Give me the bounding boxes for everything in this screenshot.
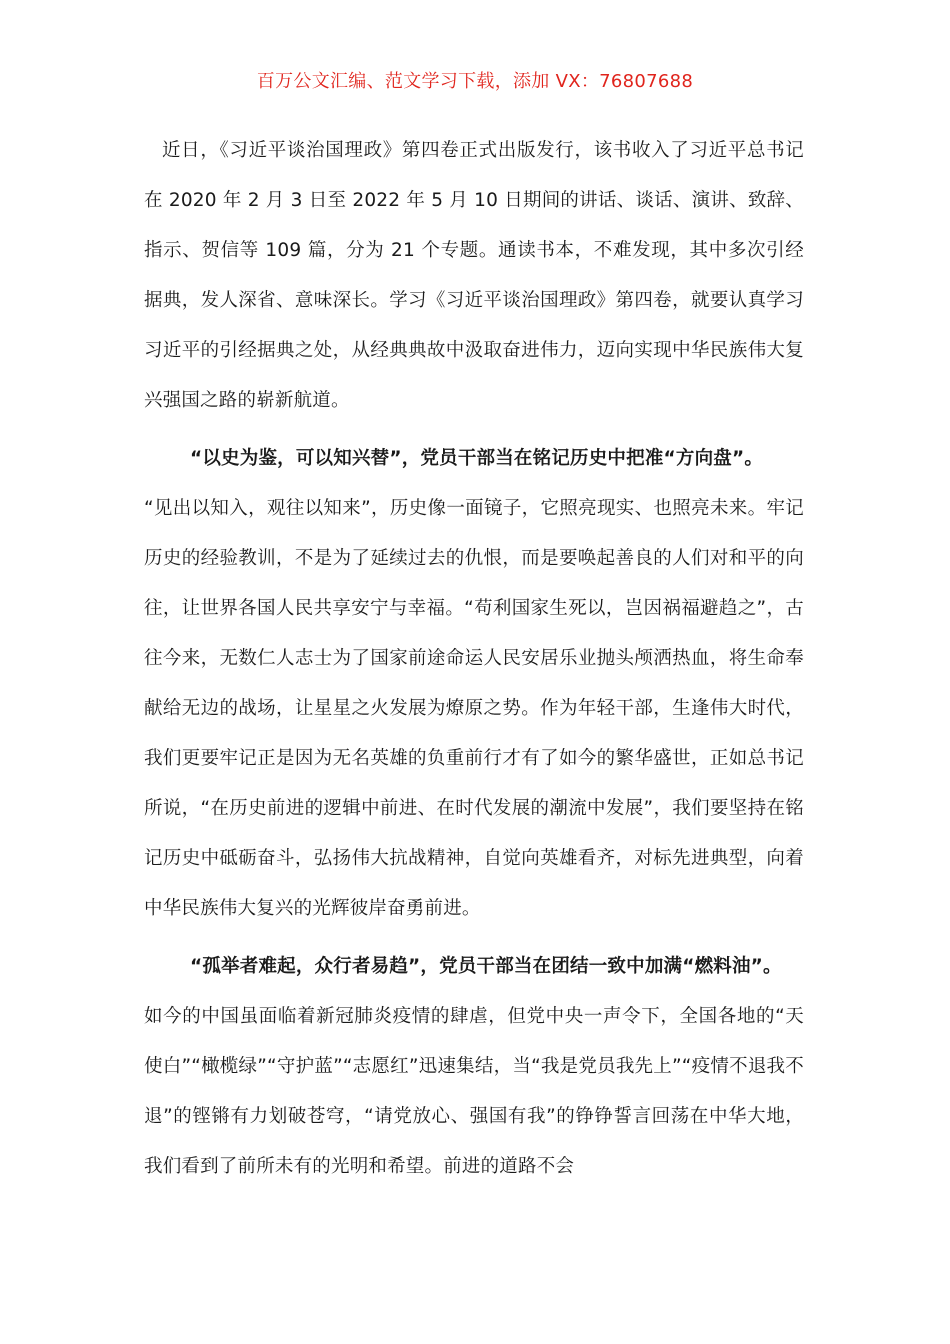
section-heading-unity: “孤举者难起，众行者易趋”，党员干部当在团结一致中加满“燃料油”。 [190, 956, 782, 977]
unity-paragraph: 如今的中国虽面临着新冠肺炎疫情的肆虐，但党中央一声令下，全国各地的“天使白”“橄榄绿”“守护蓝”“志愿红”迅速集结，当“我是党员我先上”“疫情不退我不退”的铿锵有力划破苍穹，“请党放心、强国有我”的铮铮誓言回荡在中华大地，我们看到了前所未有的光明和希望。前进的道路不会 [144, 1006, 804, 1177]
page-header-banner: 百万公文汇编、范文学习下载，添加 VX：76807688 [256, 71, 694, 92]
intro-paragraph: 近日，《习近平谈治国理政》第四卷正式出版发行，该书收入了习近平总书记在 2020 年 2 月 3 日至 2022 年 5 月 10 日期间的讲话、谈话、演讲、致辞、指示、贺信等 109 篇，分为 21 个专题。通读书本，不难发现，其中多次引经据典，发人深省、意味深长。学习《习近平谈治国理政》第四卷，就要认真学习习近平的引经据典之处，从经典典故中汲取奋进伟力，迈向实现中华民族伟大复兴强国之路的崭新航道。 [144, 140, 804, 411]
section-heading-history: “以史为鉴，可以知兴替”，党员干部当在铭记历史中把准“方向盘”。 [190, 448, 764, 469]
document-body [144, 126, 804, 1192]
history-paragraph: “见出以知入，观往以知来”，历史像一面镜子，它照亮现实、也照亮未来。牢记历史的经验教训，不是为了延续过去的仇恨，而是要唤起善良的人们对和平的向往，让世界各国人民共享安宁与幸福。“苟利国家生死以，岂因祸福避趋之”，古往今来，无数仁人志士为了国家前途命运人民安居乐业抛头颅洒热血，将生命奉献给无边的战场，让星星之火发展为燎原之势。作为年轻干部，生逢伟大时代，我们更要牢记正是因为无名英雄的负重前行才有了如今的繁华盛世，正如总书记所说，“在历史前进的逻辑中前进、在时代发展的潮流中发展”，我们要坚持在铭记历史中砥砺奋斗，弘扬伟大抗战精神，自觉向英雄看齐，对标先进典型，向着中华民族伟大复兴的光辉彼岸奋勇前进。 [144, 498, 804, 919]
